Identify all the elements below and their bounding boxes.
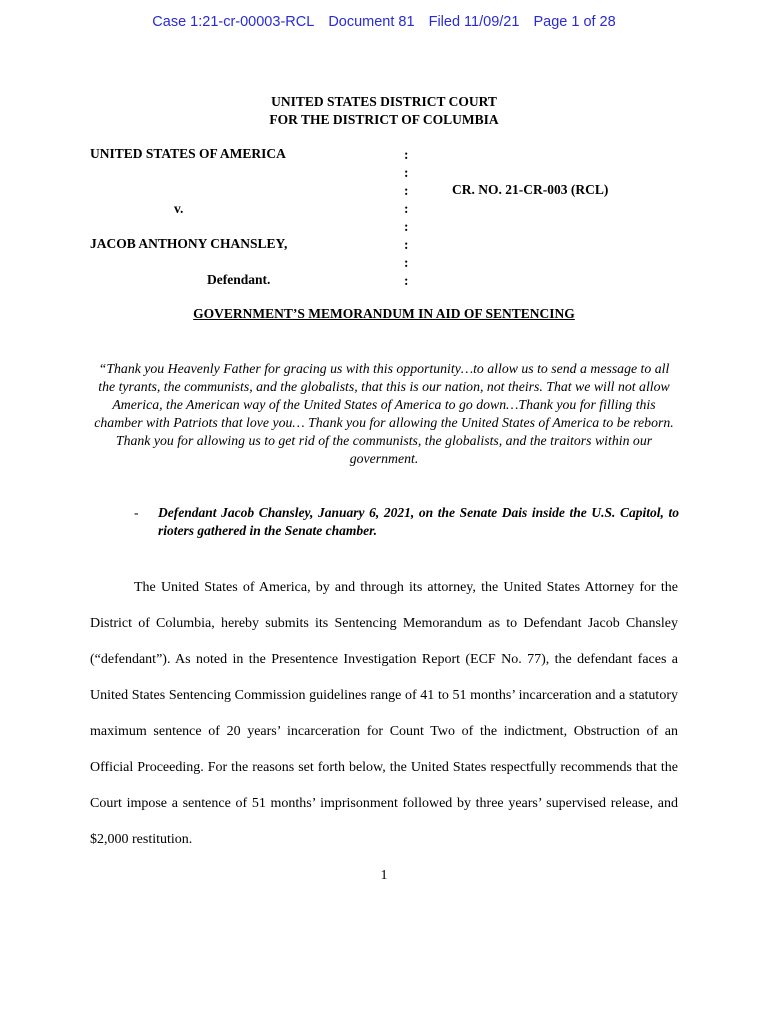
court-heading xyxy=(0,93,768,129)
caption-colon: : xyxy=(404,165,409,180)
caption-colon: : xyxy=(404,147,409,162)
page-count-stamp: Page 1 of 28 xyxy=(533,14,616,30)
document-number-stamp: Document 81 xyxy=(328,14,415,30)
court-district: FOR THE DISTRICT OF COLUMBIA xyxy=(269,112,499,127)
court-name: UNITED STATES DISTRICT COURT xyxy=(271,94,497,109)
case-number-stamp: Case 1:21-cr-00003-RCL xyxy=(152,14,315,30)
ecf-filing-header xyxy=(0,14,768,30)
body-paragraph: The United States of America, by and through its attorney, the United States Attorney for the District of Columbia, hereby submits its Sentencing Memorandum as to Defendant Jacob Chansley (“defendant”). As noted in the Presentence Investigation Report (ECF No. 77), the defendant faces a United States Sentencing Commission guidelines range of 41 to 51 months’ incarceration and a statutory maximum sentence of 20 years’ incarceration for Count Two of the indictment, Obstruction of an Official Proceeding. For the reasons set forth below, the United States respectfully recommends that the Court impose a sentence of 51 months’ imprisonment followed by three years’ supervised release, and $2,000 restitution. xyxy=(90,580,678,847)
caption-colon: : xyxy=(404,201,409,216)
defendant-role: Defendant. xyxy=(207,272,271,287)
attribution-dash: - xyxy=(134,505,139,520)
epigraph-quote: “Thank you Heavenly Father for gracing us with this opportunity…to allow us to send a message to all the tyrants, the communists, and the globalists, that this is our nation, not theirs. That we will not allow America, the American way of the United States of America to go down…Thank you for filling this chamber with Patriots that love you… Thank you for allowing the United States of America to be reborn. Thank you for allowing us to get rid of the communists, the globalists, and the traitors within our government. xyxy=(94,361,674,466)
criminal-case-number: CR. NO. 21-CR-003 (RCL) xyxy=(452,182,609,197)
caption-colon: : xyxy=(404,237,409,252)
filed-date-stamp: Filed 11/09/21 xyxy=(428,14,520,30)
caption-colon: : xyxy=(404,219,409,234)
caption-colon-column xyxy=(404,146,409,290)
caption-colon: : xyxy=(404,183,409,198)
attribution-text: Defendant Jacob Chansley, January 6, 2021, on the Senate Dais inside the U.S. Capitol, to rioters gathered in the Senate chamber. xyxy=(158,505,679,538)
versus-label: v. xyxy=(174,201,184,216)
caption-colon: : xyxy=(404,255,409,270)
plaintiff-name: UNITED STATES OF AMERICA xyxy=(90,146,286,161)
document-title: GOVERNMENT’S MEMORANDUM IN AID OF SENTENCING xyxy=(193,306,575,321)
caption-colon: : xyxy=(404,273,409,288)
epigraph-attribution xyxy=(134,504,679,540)
page-number: 1 xyxy=(380,868,388,883)
defendant-name: JACOB ANTHONY CHANSLEY, xyxy=(90,236,288,251)
